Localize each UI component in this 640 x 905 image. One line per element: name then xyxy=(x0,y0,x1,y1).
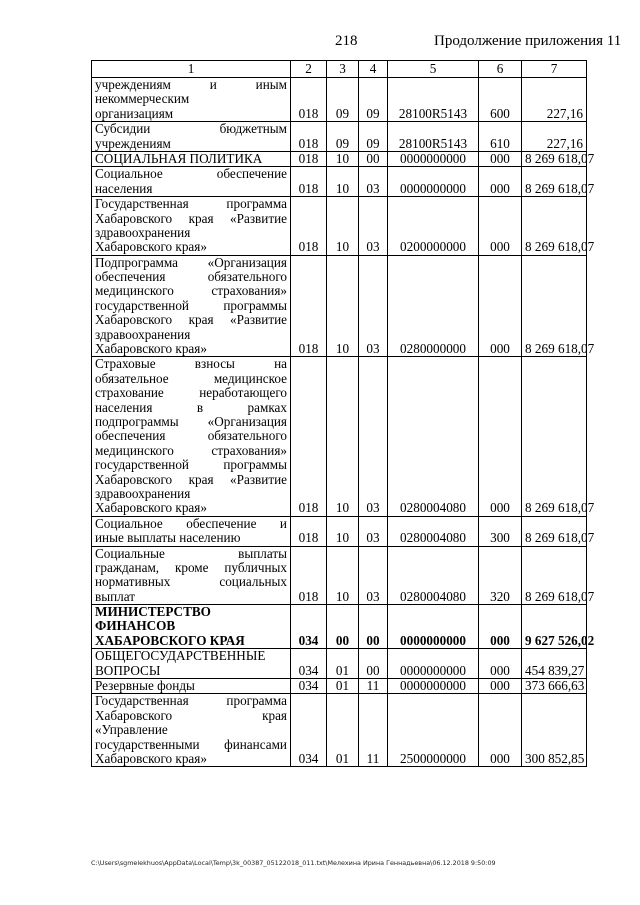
subsection-code: 03 xyxy=(359,546,388,605)
ministry-code: 018 xyxy=(291,167,327,197)
subsection-code: 09 xyxy=(359,122,388,152)
description-line: Хабаровского края» xyxy=(95,341,207,357)
expense-type-code: 000 xyxy=(479,679,522,694)
subsection-code: 03 xyxy=(359,197,388,256)
expense-type-code: 610 xyxy=(479,122,522,152)
target-article-code: 0000000000 xyxy=(388,679,479,694)
description-line: выплат xyxy=(95,588,136,604)
subsection-code: 00 xyxy=(359,605,388,649)
description-line: Хабаровского края» xyxy=(95,239,207,255)
amount: 8 269 618,07 xyxy=(522,255,587,357)
section-code: 09 xyxy=(327,122,359,152)
description-line: ХАБАРОВСКОГО КРАЯ xyxy=(95,632,245,648)
column-header: 2 xyxy=(291,61,327,78)
subsection-code: 03 xyxy=(359,255,388,357)
subsection-code: 11 xyxy=(359,694,388,767)
target-article-code: 0000000000 xyxy=(388,151,479,166)
row-description xyxy=(92,694,291,767)
table-row xyxy=(92,546,587,605)
row-description xyxy=(92,357,291,516)
ministry-code: 018 xyxy=(291,516,327,546)
table-row xyxy=(92,151,587,166)
description-line: нормативных социальных xyxy=(95,574,287,590)
row-description xyxy=(92,167,291,197)
description-line: ОБЩЕГОСУДАРСТВЕННЫЕ xyxy=(95,648,266,664)
column-number-row xyxy=(92,61,587,78)
description-line: Государственная программа xyxy=(95,693,287,709)
description-line: МИНИСТЕРСТВО xyxy=(95,604,211,620)
ministry-code: 034 xyxy=(291,605,327,649)
column-header: 7 xyxy=(522,61,587,78)
budget-table xyxy=(91,60,595,767)
expense-type-code: 300 xyxy=(479,516,522,546)
subsection-code: 11 xyxy=(359,679,388,694)
description-line: Хабаровского края» xyxy=(95,500,207,516)
amount: 9 627 526,02 xyxy=(522,605,587,649)
subsection-code: 03 xyxy=(359,357,388,516)
row-description xyxy=(92,605,291,649)
description-line: иные выплаты населению xyxy=(95,530,241,546)
description-line: медицинского страхования» xyxy=(95,442,287,458)
target-article-code: 0280004080 xyxy=(388,357,479,516)
amount: 8 269 618,07 xyxy=(522,197,587,256)
description-line: обеспечения обязательного xyxy=(95,269,287,285)
row-description xyxy=(92,546,291,605)
ministry-code: 034 xyxy=(291,649,327,679)
description-line: населения xyxy=(95,180,153,196)
subsection-code: 09 xyxy=(359,78,388,122)
ministry-code: 018 xyxy=(291,357,327,516)
table-row xyxy=(92,649,587,679)
description-line: учреждениям и иным xyxy=(95,77,287,92)
amount: 8 269 618,07 xyxy=(522,546,587,605)
ministry-code: 018 xyxy=(291,197,327,256)
row-description xyxy=(92,197,291,256)
target-article-code: 0200000000 xyxy=(388,197,479,256)
description-line: государственными финансами xyxy=(95,736,287,752)
target-article-code: 0000000000 xyxy=(388,605,479,649)
expense-type-code: 000 xyxy=(479,357,522,516)
row-description xyxy=(92,151,291,166)
section-code: 09 xyxy=(327,78,359,122)
description-line: Хабаровского края «Развитие xyxy=(95,210,287,226)
ministry-code: 018 xyxy=(291,78,327,122)
section-code: 01 xyxy=(327,679,359,694)
expense-type-code: 000 xyxy=(479,151,522,166)
section-code: 10 xyxy=(327,255,359,357)
target-article-code: 28100R5143 xyxy=(388,122,479,152)
column-header: 3 xyxy=(327,61,359,78)
section-code: 10 xyxy=(327,151,359,166)
amount: 373 666,63 xyxy=(522,679,587,694)
description-line: Субсидии бюджетным xyxy=(95,121,287,137)
ministry-code: 018 xyxy=(291,546,327,605)
description-line: Хабаровского края «Развитие xyxy=(95,471,287,487)
row-description xyxy=(92,649,291,679)
row-description xyxy=(92,516,291,546)
ministry-code: 034 xyxy=(291,679,327,694)
amount: 454 839,27 xyxy=(522,649,587,679)
description-line: Социальное обеспечение и xyxy=(95,515,287,531)
expense-type-code: 000 xyxy=(479,167,522,197)
expense-type-code: 320 xyxy=(479,546,522,605)
target-article-code: 0000000000 xyxy=(388,649,479,679)
amount: 300 852,85 xyxy=(522,694,587,767)
table-row xyxy=(92,122,587,152)
description-line: СОЦИАЛЬНАЯ ПОЛИТИКА xyxy=(95,150,263,166)
subsection-code: 03 xyxy=(359,516,388,546)
amount: 227,16 xyxy=(522,122,587,152)
ministry-code: 034 xyxy=(291,694,327,767)
section-code: 01 xyxy=(327,649,359,679)
description-line: некоммерческим xyxy=(95,91,190,107)
description-line: ВОПРОСЫ xyxy=(95,662,161,678)
table-row xyxy=(92,78,587,122)
description-line: организациям xyxy=(95,105,174,121)
ministry-code: 018 xyxy=(291,151,327,166)
description-line: обязательное медицинское xyxy=(95,370,287,386)
description-line: Государственная программа xyxy=(95,196,287,212)
description-line: Хабаровского края «Развитие xyxy=(95,312,287,328)
description-line: государственной программы xyxy=(95,297,287,313)
table-row xyxy=(92,516,587,546)
amount: 8 269 618,07 xyxy=(522,357,587,516)
subsection-code: 00 xyxy=(359,151,388,166)
table-row xyxy=(92,679,587,694)
section-code: 10 xyxy=(327,546,359,605)
ministry-code: 018 xyxy=(291,255,327,357)
target-article-code: 0280004080 xyxy=(388,546,479,605)
column-header: 5 xyxy=(388,61,479,78)
description-line: Подпрограмма «Организация xyxy=(95,254,287,270)
description-line: подпрограммы «Организация xyxy=(95,414,287,429)
file-path-footer: C:\Users\sgmelekhuos\AppData\Local\Temp\3k_00387_05122018_011.txt\Мелехина Ирина Геннадьевна\06.12.2018 9:50:09 xyxy=(91,859,496,867)
page-number: 218 xyxy=(335,33,358,49)
description-line: здравоохранения xyxy=(95,326,191,342)
expense-type-code: 000 xyxy=(479,694,522,767)
description-line: обеспечения обязательного xyxy=(95,428,287,444)
amount: 8 269 618,07 xyxy=(522,151,587,166)
description-line: здравоохранения xyxy=(95,485,191,501)
row-description xyxy=(92,122,291,152)
target-article-code: 0280000000 xyxy=(388,255,479,357)
amount: 227,16 xyxy=(522,78,587,122)
subsection-code: 00 xyxy=(359,649,388,679)
row-description xyxy=(92,255,291,357)
table-row xyxy=(92,255,587,357)
section-code: 10 xyxy=(327,516,359,546)
description-line: гражданам, кроме публичных xyxy=(95,559,287,575)
description-line: государственной программы xyxy=(95,457,287,473)
column-header: 1 xyxy=(92,61,291,78)
table-row xyxy=(92,167,587,197)
table-row xyxy=(92,605,587,649)
table-row xyxy=(92,197,587,256)
expense-type-code: 000 xyxy=(479,649,522,679)
subsection-code: 03 xyxy=(359,167,388,197)
description-line: Социальные выплаты xyxy=(95,545,287,561)
description-line: здравоохранения xyxy=(95,224,191,240)
section-code: 01 xyxy=(327,694,359,767)
description-line: страхование неработающего xyxy=(95,385,287,401)
description-line: медицинского страхования» xyxy=(95,283,287,299)
description-line: Социальное обеспечение xyxy=(95,166,287,182)
description-line: Страховые взносы на xyxy=(95,356,287,372)
section-code: 00 xyxy=(327,605,359,649)
description-line: Резервные фонды xyxy=(95,678,195,694)
row-description xyxy=(92,78,291,122)
description-line: «Управление xyxy=(95,722,168,738)
description-line: Хабаровского края» xyxy=(95,751,207,766)
table-row xyxy=(92,694,587,767)
amount: 8 269 618,07 xyxy=(522,167,587,197)
target-article-code: 0000000000 xyxy=(388,167,479,197)
row-description xyxy=(92,679,291,694)
column-header: 4 xyxy=(359,61,388,78)
appendix-continuation-title: Продолжение приложения 11 xyxy=(434,33,622,49)
section-code: 10 xyxy=(327,357,359,516)
description-line: учреждениям xyxy=(95,135,171,151)
expense-type-code: 000 xyxy=(479,605,522,649)
column-header: 6 xyxy=(479,61,522,78)
section-code: 10 xyxy=(327,197,359,256)
description-line: Хабаровского края xyxy=(95,707,287,723)
target-article-code: 28100R5143 xyxy=(388,78,479,122)
amount: 8 269 618,07 xyxy=(522,516,587,546)
description-line: населения в рамках xyxy=(95,399,287,415)
description-line: ФИНАНСОВ xyxy=(95,618,176,634)
target-article-code: 2500000000 xyxy=(388,694,479,767)
target-article-code: 0280004080 xyxy=(388,516,479,546)
expense-type-code: 600 xyxy=(479,78,522,122)
expense-type-code: 000 xyxy=(479,255,522,357)
ministry-code: 018 xyxy=(291,122,327,152)
section-code: 10 xyxy=(327,167,359,197)
table-row xyxy=(92,357,587,516)
expense-type-code: 000 xyxy=(479,197,522,256)
